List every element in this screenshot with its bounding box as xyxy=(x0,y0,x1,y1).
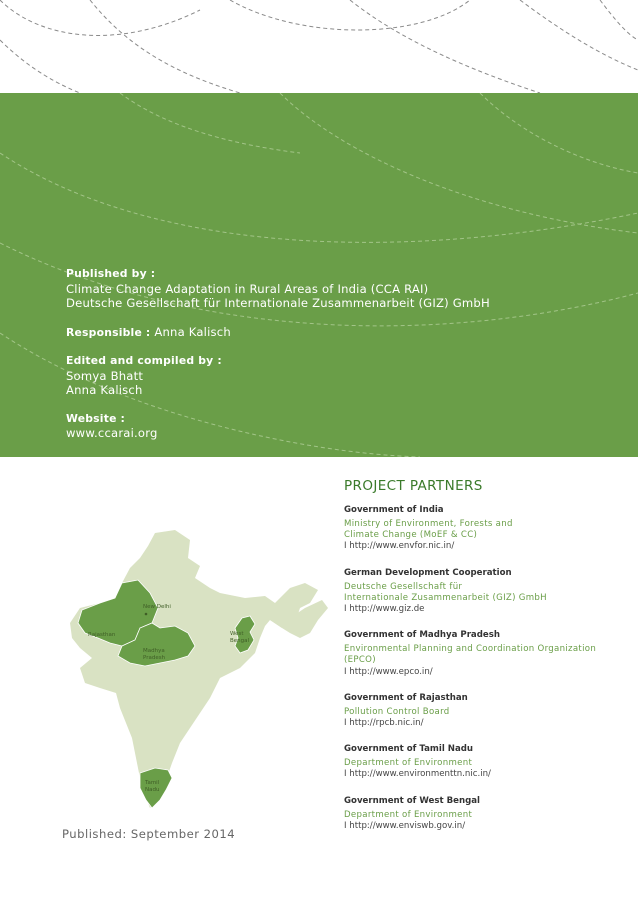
edited-label: Edited and compiled by : xyxy=(66,354,222,367)
published-by-line: Deutsche Gesellschaft für Internationale Zusammenarbeit (GIZ) GmbH xyxy=(66,296,490,310)
madhya-pradesh-label: Madhya xyxy=(143,648,165,654)
responsible-label: Responsible : xyxy=(66,325,151,339)
partner-dept xyxy=(344,758,624,769)
dept-line: Deutsche Gesellschaft für xyxy=(344,581,463,592)
partner-org: Government of Rajasthan xyxy=(344,692,468,703)
west-bengal-label: West xyxy=(230,631,244,637)
dept-line: Department of Environment xyxy=(344,809,473,820)
india-map xyxy=(60,528,330,828)
partner-dept xyxy=(344,582,624,604)
website-label: Website : xyxy=(66,411,126,425)
partner-url[interactable]: I http://rpcb.nic.in/ xyxy=(344,718,424,729)
partner-dept xyxy=(344,810,624,821)
partner-dept xyxy=(344,519,624,541)
dept-line: Internationale Zusammenarbeit (GIZ) GmbH xyxy=(344,592,547,603)
new-delhi-label: New Delhi xyxy=(143,604,171,610)
madhya-pradesh-label: Pradesh xyxy=(143,655,166,661)
new-delhi-marker xyxy=(145,613,148,616)
partner-dept xyxy=(344,644,624,666)
partner-org: German Development Cooperation xyxy=(344,567,512,578)
partners-heading: PROJECT PARTNERS xyxy=(344,478,483,494)
partner-rajasthan xyxy=(344,692,624,729)
rajasthan-label: Rajasthan xyxy=(88,632,116,638)
partner-west-bengal xyxy=(344,795,624,832)
editor-name: Anna Kalisch xyxy=(66,383,143,397)
partner-org: Government of Tamil Nadu xyxy=(344,744,474,755)
partner-url[interactable]: I http://www.envfor.nic.in/ xyxy=(344,541,455,552)
publication-info xyxy=(66,267,586,455)
project-partners xyxy=(344,478,624,846)
west-bengal-label: Bengal xyxy=(230,638,250,644)
website-link[interactable]: www.ccarai.org xyxy=(66,426,158,440)
dept-line: Department of Environment xyxy=(344,758,473,769)
tamil-nadu-label: Tamil xyxy=(145,780,160,786)
india-outline xyxy=(70,530,318,808)
partner-org: Government of Madhya Pradesh xyxy=(344,630,500,641)
responsible-value: Anna Kalisch xyxy=(154,324,231,339)
dept-line: Ministry of Environment, Forests and xyxy=(344,519,513,529)
tamil-nadu-label: Nadu xyxy=(145,787,160,793)
partner-government-of-india xyxy=(344,504,624,553)
partner-org: Government of India xyxy=(344,505,444,515)
dept-line: Climate Change (MoEF & CC) xyxy=(344,530,478,541)
dept-line: (EPCO) xyxy=(344,655,376,666)
partner-madhya-pradesh xyxy=(344,629,624,678)
published-date: Published: September 2014 xyxy=(62,827,236,841)
partner-org: Government of West Bengal xyxy=(344,795,480,806)
partner-tamil-nadu xyxy=(344,743,624,780)
dept-line: Environmental Planning and Coordination Organization xyxy=(344,644,597,655)
partner-url[interactable]: I http://www.enviswb.gov.in/ xyxy=(344,820,466,831)
partner-german-development-cooperation xyxy=(344,567,624,616)
partner-url[interactable]: I http://www.epco.in/ xyxy=(344,666,433,677)
published-by-label: Published by : xyxy=(66,267,156,280)
editor-name: Somya Bhatt xyxy=(66,368,144,383)
partner-url[interactable]: I http://www.giz.de xyxy=(344,604,425,615)
dept-line: Pollution Control Board xyxy=(344,706,450,717)
partner-dept xyxy=(344,707,624,718)
published-by-line: Climate Change Adaptation in Rural Areas of India (CCA RAI) xyxy=(66,281,429,296)
partner-url[interactable]: I http://www.environmenttn.nic.in/ xyxy=(344,769,491,780)
